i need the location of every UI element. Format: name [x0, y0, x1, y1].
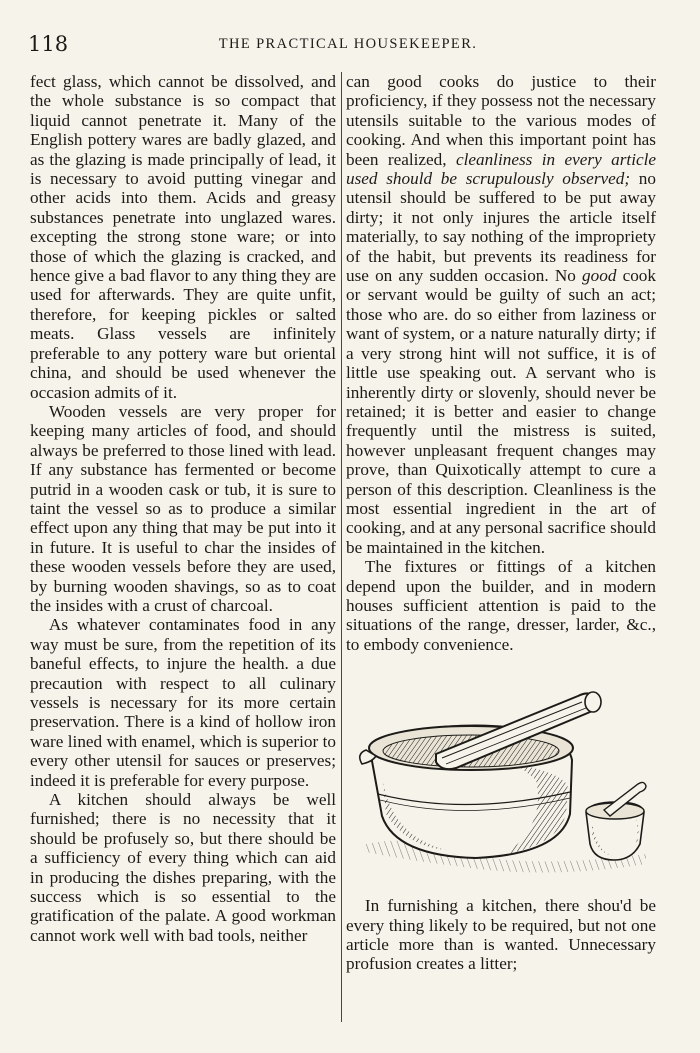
right-p1-emphasis: cleanliness in every article used should be scrupulously observed; [346, 149, 656, 189]
right-column [346, 72, 656, 974]
left-paragraph-4: A kitchen should always be well furnished; there is no necessity that it should be profusely so, but there should be a sufficiency of every thing which can aid in producing the dishes preparing, with the success which is so essential to the gratification of the palate. A good workman cannot work well with bad tools, neither [30, 790, 336, 945]
left-column [30, 72, 336, 945]
page-header [28, 30, 668, 58]
mortar-and-pestle-illustration [346, 684, 656, 880]
left-paragraph-3: As whatever contaminates food in any way must be sure, from the repetition of its baneful effects, to injure the health. a due precaution with respect to all culinary vessels is necessary for its more certain preservation. There is a kind of hollow iron ware lined with enamel, which is superior to every other utensil for sauces or preserves; indeed it is preferable for every purpose. [30, 615, 336, 790]
right-p1-emphasis-good: good [582, 266, 617, 286]
right-p1-text-a: can good cooks do justice to their proficiency, if they possess not the necessary utensils suitable to the various modes of cooking. And when this important point has been realized, [346, 72, 656, 169]
running-title: THE PRACTICAL HOUSEKEEPER. [218, 36, 478, 52]
page-number: 118 [28, 32, 69, 56]
mortar-pestle-icon [346, 684, 656, 880]
left-paragraph-2: Wooden vessels are very proper for keeping many articles of food, and should always be preferred to those lined with lead. If any substance has fermented or become putrid in a wooden cask or tub, it is sure to taint the vessel so as to produce a similar effect upon any thing that may be put into it in future. It is useful to char the insides of these wooden vessels before they are used, by burning wooden shavings, so as to coat the insides with a crust of charcoal. [30, 401, 336, 615]
right-paragraph-3: In furnishing a kitchen, there shou'd be every thing likely to be required, but not one article more than is wanted. Unnecessary profusion creates a litter; [346, 896, 656, 974]
right-p1-text-b: no utensil should be suffered to be put away dirty; it not only injures the article itself materially, to say nothing of the impropriety of the habit, but prevents its readiness for use on any sudden occasion. No [346, 169, 656, 286]
right-paragraph-2: The fixtures or fittings of a kitchen depend upon the builder, and in modern houses sufficient attention is paid to the situations of the range, dresser, larder, &c., to embody convenience. [346, 557, 656, 654]
right-p1-text-c: cook or servant would be guilty of such an act; those who are. do so either from laziness or want of system, or a nature naturally dirty; if a very strong hint will not suffice, it is of little use speaking out. A servant who is inherently dirty or slovenly, should never be retained; it is better and easier to change frequently until the mistress is suited, however unpleasant frequent changes may prove, than Quixotically attempt to cure a person of this description. Cleanliness is the most essential ingredient in the art of cooking, and at any personal sacrifice should be maintained in the kitchen. [346, 266, 656, 557]
left-paragraph-1: fect glass, which cannot be dissolved, and the whole substance is so compact that liquid cannot penetrate it. Many of the English pottery wares are badly glazed, and as the glazing is made principally of lead, it is necessary to avoid putting vinegar and other acids into them. Acids and greasy substances penetrate into unglazed wares. excepting the strong stone ware; or into those of which the glazing is cracked, and hence give a bad flavor to any thing they are used for afterwards. They are quite unfit, therefore, for keeping pickles or salted meats. Glass vessels are infinitely preferable to any pottery ware but oriental china, and should be used whenever the occasion admits of it. [30, 72, 336, 402]
right-paragraph-1 [346, 72, 656, 557]
column-divider [341, 72, 342, 1022]
